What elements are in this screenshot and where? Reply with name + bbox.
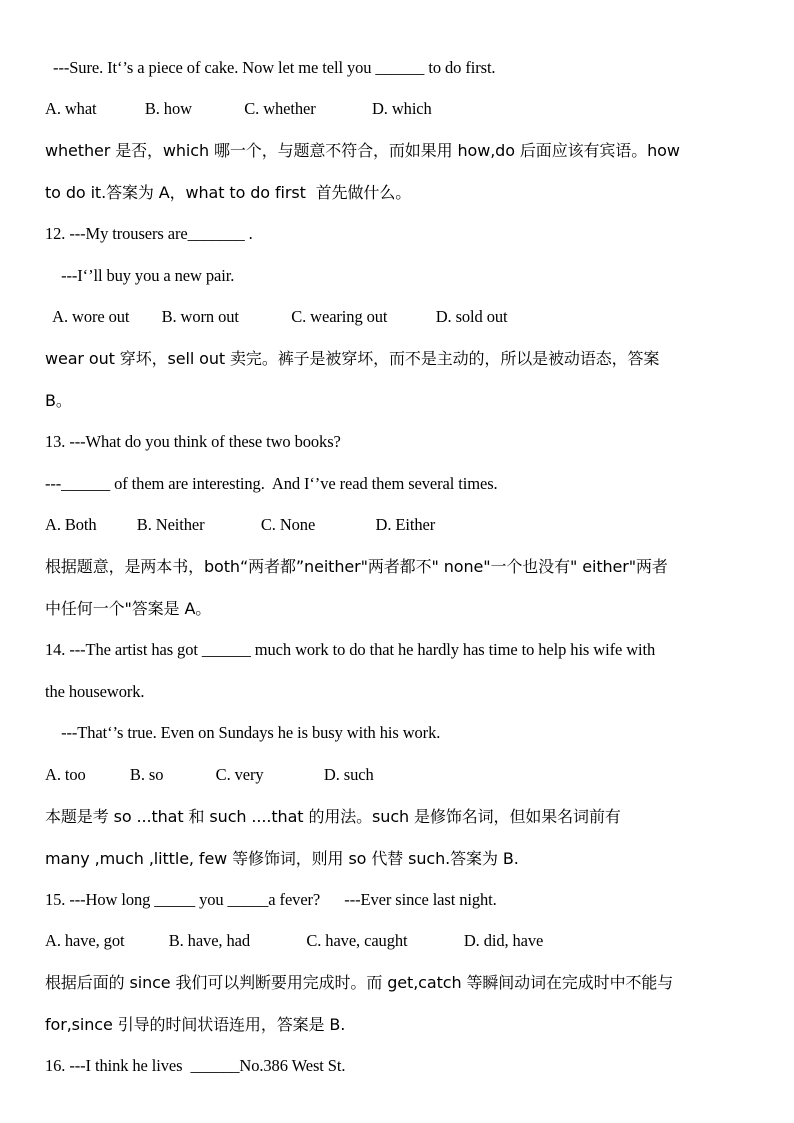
q13-reply: ---______ of them are interesting. And I‘’ve read them several times.: [45, 474, 498, 493]
q14-explanation-1: 本题是考 so ...that 和 such ....that 的用法。such 是修饰名词，但如果名词前有: [45, 807, 621, 826]
q13-explanation-2: 中任何一个"答案是 A。: [45, 599, 212, 618]
q15-explanation-2: for,since 引导的时间状语连用，答案是 B.: [45, 1015, 346, 1034]
q14-explanation-2: many ,much ,little, few 等修饰词，则用 so 代替 such.答案为 B.: [45, 849, 519, 868]
q12-question: 12. ---My trousers are_______ .: [45, 224, 253, 243]
q15-explanation-1: 根据后面的 since 我们可以判断要用完成时。而 get,catch 等瞬间动词在完成时中不能与: [45, 973, 674, 992]
q13-explanation-1: 根据题意，是两本书，both“两者都”neither"两者都不" none"一个也没有" either"两者: [45, 557, 668, 576]
q14-question-2: the housework.: [45, 682, 145, 701]
q12-options: A. wore out B. worn out C. wearing out D. sold out: [45, 307, 508, 326]
q13-question: 13. ---What do you think of these two books?: [45, 432, 341, 451]
q16-question: 16. ---I think he lives ______No.386 West St.: [45, 1056, 346, 1075]
q15-options: A. have, got B. have, had C. have, caught D. did, have: [45, 931, 544, 950]
q11-options: A. what B. how C. whether D. which: [45, 99, 432, 118]
q13-options: A. Both B. Neither C. None D. Either: [45, 515, 436, 534]
q12-explanation-1: wear out 穿坏，sell out 卖完。裤子是被穿坏，而不是主动的，所以是被动语态，答案: [45, 349, 660, 368]
q11-answer-line: ---Sure. It‘’s a piece of cake. Now let me tell you ______ to do first.: [45, 58, 496, 77]
q14-options: A. too B. so C. very D. such: [45, 765, 374, 784]
q11-explanation-2: to do it.答案为 A，what to do first 首先做什么。: [45, 183, 412, 202]
q12-explanation-2: B。: [45, 391, 72, 410]
q15-question: 15. ---How long _____ you _____a fever? ---Ever since last night.: [45, 890, 497, 909]
q14-reply: ---That‘’s true. Even on Sundays he is busy with his work.: [45, 723, 441, 742]
q12-reply: ---I‘’ll buy you a new pair.: [45, 266, 235, 285]
q14-question-1: 14. ---The artist has got ______ much work to do that he hardly has time to help his wife with: [45, 640, 656, 659]
q11-explanation-1: whether 是否，which 哪一个，与题意不符合，而如果用 how,do 后面应该有宾语。how: [45, 141, 680, 160]
